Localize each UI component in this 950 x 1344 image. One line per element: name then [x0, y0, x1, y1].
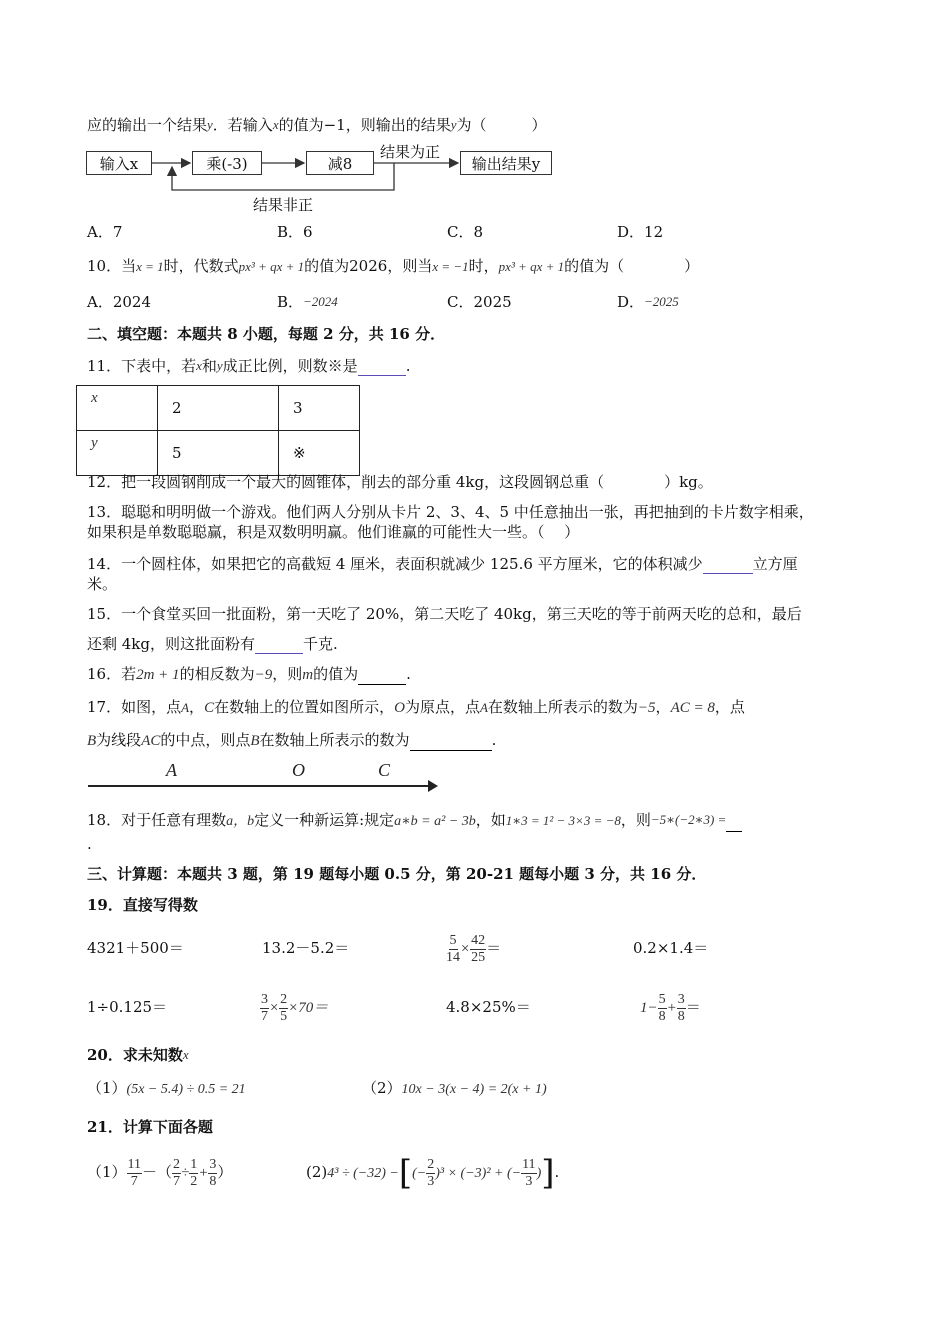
q17-answer-blank[interactable] [410, 750, 492, 751]
table-cell: y [77, 431, 158, 476]
q18-dot: . [87, 835, 92, 853]
q11-answer-blank[interactable] [358, 375, 406, 376]
table-cell: 5 [158, 431, 279, 476]
q20-part-2: （2）10x − 3(x − 4) = 2(x + 1) [362, 1079, 547, 1097]
q11-table [76, 385, 360, 476]
q15-line2: 还剩 4kg，则这批面粉有 千克. [87, 635, 338, 653]
q15-answer-blank[interactable] [255, 653, 303, 654]
q18-stem: 18．对于任意有理数a，b定义一种新运算:规定a∗b = a² − 3b，如1∗3 = 1² − 3×3 = −8，则−5∗(−2∗3) = [87, 810, 742, 832]
fraction: $\frac{5}{8}$ [658, 991, 666, 1024]
q10-option-d[interactable]: D．−2025 [617, 293, 679, 311]
table-row [77, 431, 360, 476]
axis-label-a: A [166, 760, 177, 780]
flow-loop-arrow [172, 163, 394, 190]
table-cell: x [77, 386, 158, 431]
fraction: $\frac{11}{3}$ [522, 1156, 536, 1189]
q16-answer-blank[interactable] [358, 684, 406, 685]
table-cell: ※ [279, 431, 360, 476]
fraction: $\frac{2}{7}$ [173, 1156, 181, 1189]
q14-line1: 14．一个圆柱体，如果把它的高截短 4 厘米，表面积就减少 125.6 平方厘米，它的体积减少 立方厘 [87, 555, 798, 573]
q16-stem: 16．若2m + 1的相反数为−9，则m的值为 . [87, 665, 411, 683]
q19-item-1: 4321＋500＝ [87, 939, 184, 957]
axis-label-o: O [292, 760, 305, 780]
flow-multiply-box: 乘(-3) [192, 151, 262, 175]
flow-positive-label: 结果为正 [380, 143, 441, 161]
q9-option-c[interactable]: C．8 [447, 223, 484, 241]
q19-title: 19．直接写得数 [87, 896, 198, 914]
q9-option-d[interactable]: D．12 [617, 223, 664, 241]
q21-part-1: （1） $\frac{11}{7}$ －（ $\frac{2}{7}$ ÷ $\frac{1}{2}$ + $\frac{3}{8}$ ） [87, 1156, 233, 1189]
fraction: $\frac{42}{25}$ [471, 932, 486, 965]
q14-line2: 米。 [87, 575, 118, 593]
q13-line1: 13．聪聪和明明做一个游戏。他们两人分别从卡片 2、3、4、5 中任意抽出一张，再把抽到的卡片数字相乘， [87, 503, 814, 521]
flow-output-box: 输出结果y [460, 151, 552, 175]
q11-stem: 11．下表中，若x和y成正比例，则数※是 . [87, 357, 411, 375]
q17-line1: 17．如图，点A，C在数轴上的位置如图所示，O为原点，点A在数轴上所表示的数为−5，AC = 8，点 [87, 698, 745, 716]
q21-part-2: (2)4³ ÷ (−32) −[(− $\frac{2}{3}$ )³ × (−3)² + (− $\frac{11}{3}$ )]. [306, 1153, 560, 1193]
q9-option-a[interactable]: A．7 [87, 223, 123, 241]
flow-nonpositive-label: 结果非正 [253, 196, 314, 214]
q20-part-1: （1）(5x − 5.4) ÷ 0.5 = 21 [87, 1079, 246, 1097]
q17-line2: B为线段AC的中点，则点B在数轴上所表示的数为 . [87, 731, 497, 749]
q21-title: 21．计算下面各题 [87, 1118, 213, 1136]
q19-item-2: 13.2－5.2＝ [262, 939, 350, 957]
flow-arrows [0, 0, 950, 250]
q10-stem: 10．当x = 1时，代数式px³ + qx + 1的值为2026，则当x = −1时，px³ + qx + 1的值为（ ） [87, 257, 700, 275]
fraction: $\frac{2}{3}$ [427, 1156, 435, 1189]
fraction: $\frac{3}{8}$ [209, 1156, 217, 1189]
fraction: $\frac{3}{7}$ [261, 991, 268, 1024]
section-2-heading: 二、填空题：本题共 8 小题，每题 2 分，共 16 分． [87, 325, 446, 343]
flow-input-box: 输入x [86, 151, 152, 175]
q10-option-c[interactable]: C．2025 [447, 293, 512, 311]
q19-item-5: 1÷0.125＝ [87, 998, 168, 1016]
q15-line1: 15．一个食堂买回一批面粉，第一天吃了 20%，第二天吃了 40kg，第三天吃的等于前两天吃的总和，最后 [87, 605, 802, 623]
q19-item-8: 1− $\frac{5}{8}$ + $\frac{3}{8}$ ＝ [640, 991, 701, 1024]
q19-item-4: 0.2×1.4＝ [633, 939, 709, 957]
q10-option-a[interactable]: A．2024 [87, 293, 152, 311]
axis-label-c: C [378, 760, 391, 780]
fraction: $\frac{3}{8}$ [677, 991, 685, 1024]
q14-answer-blank[interactable] [703, 573, 753, 574]
section-3-heading: 三、计算题：本题共 3 题，第 19 题每小题 0.5 分，第 20-21 题每小题 3 分，共 16 分． [87, 865, 707, 883]
table-cell: 3 [279, 386, 360, 431]
q9-stem: 应的输出一个结果y．若输入x的值为−1，则输出的结果y为（ ） [87, 116, 547, 134]
table-cell: 2 [158, 386, 279, 431]
number-line [80, 758, 450, 798]
fraction: $\frac{2}{5}$ [280, 991, 288, 1024]
fraction: $\frac{11}{7}$ [127, 1156, 142, 1189]
q20-title: 20．求未知数x [87, 1046, 189, 1064]
fraction: $\frac{1}{2}$ [190, 1156, 198, 1189]
q10-option-b[interactable]: B．−2024 [277, 293, 338, 311]
q19-item-3: $\frac{5}{14}$ × $\frac{42}{25}$ ＝ [446, 932, 502, 965]
number-line-arrowhead [428, 780, 438, 792]
q9-option-b[interactable]: B．6 [277, 223, 313, 241]
q19-item-7: 4.8×25%＝ [446, 998, 531, 1016]
q19-item-6: $\frac{3}{7}$ × $\frac{2}{5}$ ×70＝ [261, 991, 329, 1024]
fraction: $\frac{5}{14}$ [446, 932, 460, 965]
flow-subtract-box: 减8 [306, 151, 374, 175]
q12-stem: 12．把一段圆钢削成一个最大的圆锥体，削去的部分重 4kg，这段圆钢总重（ ）kg。 [87, 473, 713, 491]
q18-answer-blank[interactable] [726, 831, 742, 832]
table-row [77, 386, 360, 431]
q13-line2: 如果积是单数聪聪赢，积是双数明明赢。他们谁赢的可能性大一些。（ ） [87, 523, 580, 541]
